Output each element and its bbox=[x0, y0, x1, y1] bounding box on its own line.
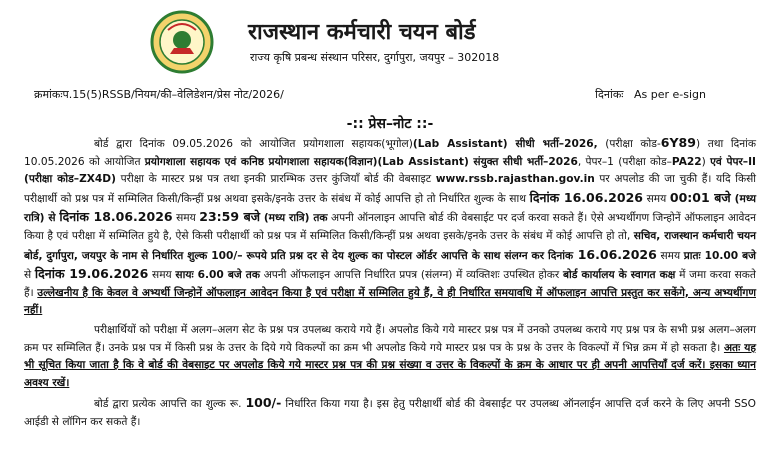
p2-text: परीक्षार्थियों को परीक्षा में अलग–अलग सेट के प्रश्न पत्र उपलब्ध कराये गये हैं। अपलोड किये गये मास्टर प्रश्न पत्र में उनको उपलब्ध कराये गए प्रश्न पत्र के सभी प्रश्न अलग–अलग क्रम पर सम्मिलित हैं। उनके प्रश्न पत्र में किसी प्रश्न के उत्तर के दिये गये विकल्पों का क्रम भी अपलोड किये गये मास्टर प्रश्न पत्र के प्रश्न के उत्तर के विकल्पों में भिन्न क्रम में हो सकता है। bbox=[24, 323, 756, 354]
exam-code: एवं पेपर–II (परीक्षा कोड–ZX4D) bbox=[24, 155, 756, 186]
p1-text: ) bbox=[701, 155, 711, 168]
paragraph-3 bbox=[24, 394, 756, 431]
p1-bold: (Lab Assistant) सीधी भर्ती–2026, bbox=[412, 138, 598, 150]
date-highlight: 16.06.2026 bbox=[573, 246, 657, 262]
reception-highlight: बोर्ड कार्यालय के स्वागत कक्ष bbox=[562, 269, 676, 282]
p3-text: बोर्ड द्वारा प्रत्येक आपत्ति का शुल्क रू. bbox=[94, 398, 246, 411]
p1-text: समय bbox=[656, 249, 684, 262]
paragraph-1 bbox=[24, 134, 756, 320]
fee-amount: 100/- bbox=[245, 395, 282, 411]
p1-text: समय bbox=[172, 212, 200, 225]
time-highlight: प्रातः 10.00 बजे bbox=[683, 249, 756, 262]
date-line bbox=[595, 87, 706, 102]
date-highlight: दिनांक 18.06.2026 bbox=[59, 209, 173, 225]
p1-text: पर अपलोड की जा चुकी हैं। यदि किसी परीक्षार्थी को प्रश्न पत्र में सम्मिलित किसी/किन्हीं प्रश्न अथवा इसके/इनके उत्तर के संबंध में कोई आपत्ति हो तो निर्धारित शुल्क के साथ bbox=[24, 173, 757, 205]
rssb-emblem-logo bbox=[150, 10, 214, 74]
organization-title: राजस्थान कर्मचारी चयन बोर्ड bbox=[248, 20, 476, 45]
p1-text: अपनी ऑनलाइन आपत्ति बोर्ड की वेबसाईट पर दर्ज करवा सकते हैं। ऐसे अभ्यर्थीगण जिन्होनें ऑफलाइन आवेदन किया है एवं परीक्षा में सम्मिलित हुये है, ऐसे किसी परीक्षार्थी को प्रश्न पत्र में सम्मिलित किसी/किन्हीं प्रश्न अथवा इसके/इनके उत्तर के संबंध में कोई आपत्ति हो तो, bbox=[24, 212, 756, 242]
organization-address: राज्य कृषि प्रबन्ध संस्थान परिसर, दुर्गापुरा, जयपुर – 302018 bbox=[250, 51, 500, 64]
exam-name: प्रयोगशाला सहायक एवं कनिष्ठ प्रयोगशाला सहायक(विज्ञान)(Lab Assistant) संयुक्त सीधी भर्ती–2026 bbox=[144, 155, 578, 168]
paragraph-2 bbox=[24, 322, 756, 392]
date-value: As per e-sign bbox=[634, 88, 706, 101]
fee-instruction: सचिव, राजस्थान कर्मचारी चयन बोर्ड, दुर्गापुरा, जयपुर के नाम से निर्धारित शुल्क 100/– रूपये प्रति प्रश्न दर से देय शुल्क का पोस्टल ऑर्डर आपत्ति के साथ संलग्न कर दिनांक bbox=[24, 229, 756, 262]
notice-heading: -:: प्रेस–नोट ::- bbox=[346, 116, 434, 132]
important-note: उल्लेखनीय है कि केवल वे अभ्यर्थी जिन्होनें ऑफलाइन आवेदन किया है एवं परीक्षा में सम्मिलित हुये हैं, वे ही निर्धारित समयावधि में ऑफलाइन आपत्ति प्रस्तुत कर सकेंगे, अन्य अभ्यर्थीगण नहीं। bbox=[24, 286, 756, 317]
reference-line bbox=[34, 87, 746, 105]
p3-text: निर्धारित किया गया है। इस हेतु परीक्षार्थी बोर्ड की वेबसाईट पर उपलब्ध ऑनलाईन आपत्ति दर्ज करने के लिए अपनी SSO आईडी से लॉगिन कर सकते हैं। bbox=[24, 398, 756, 428]
p1-text: परीक्षा के मास्टर प्रश्न पत्र तथा इनकी प्रारम्भिक उत्तर कुंजियाँ बोर्ड की वेबसाइट bbox=[115, 173, 436, 186]
p1-text: में जमा करवा सकते हैं। bbox=[24, 269, 756, 299]
exam-code: PA22 bbox=[671, 155, 702, 168]
important-note: अतः यह भी सूचित किया जाता है कि वे बोर्ड की वेबसाइट पर अपलोड किये गये मास्टर प्रश्न पत्र की प्रश्न संख्या व उत्तर के विकल्पों के क्रम के आधार पर ही अपनी आपत्तियाँ दर्ज करें। इसका ध्यान अवश्य रखें। bbox=[24, 341, 756, 389]
time-highlight: सायः 6.00 बजे तक bbox=[175, 269, 260, 282]
date-highlight: दिनांक 19.06.2026 bbox=[34, 266, 149, 282]
time-highlight: 00:01 बजे bbox=[669, 189, 731, 205]
notice-body bbox=[24, 134, 756, 434]
p1-text: से bbox=[24, 269, 35, 282]
p1-bold: (मध्य रात्रि) तक bbox=[260, 212, 328, 225]
time-highlight: 23:59 बजे bbox=[199, 209, 260, 225]
p1-text: बोर्ड द्वारा दिनांक 09.05.2026 को आयोजित प्रयोगशाला सहायक(भूगोल) bbox=[94, 138, 413, 150]
date-highlight: दिनांक 16.06.2026 bbox=[529, 189, 643, 205]
exam-code: 6Y89 bbox=[660, 135, 696, 150]
p1-text: , पेपर–1 (परीक्षा कोड– bbox=[577, 155, 672, 168]
p1-text: समय bbox=[642, 192, 670, 205]
p1-text: अपनी ऑफलाइन आपत्ति निर्धारित प्रपत्र (संलग्न) में व्यक्तिशः उपस्थित होकर bbox=[259, 269, 563, 282]
p1-text: (परीक्षा कोड- bbox=[597, 138, 661, 150]
p1-text: समय bbox=[148, 269, 176, 282]
p1-bold: (मध्य रात्रि) से bbox=[24, 192, 756, 225]
date-label: दिनांकः bbox=[595, 88, 624, 101]
website-link[interactable]: www.rssb.rajasthan.gov.in bbox=[435, 173, 595, 186]
p1-text: ) तथा दिनांक 10.05.2026 को आयोजित bbox=[24, 138, 756, 168]
reference-number: क्रमांकःप.15(5)RSSB/नियम/की–वेलिडेशन/प्रेस नोट/2026/ bbox=[34, 88, 284, 101]
